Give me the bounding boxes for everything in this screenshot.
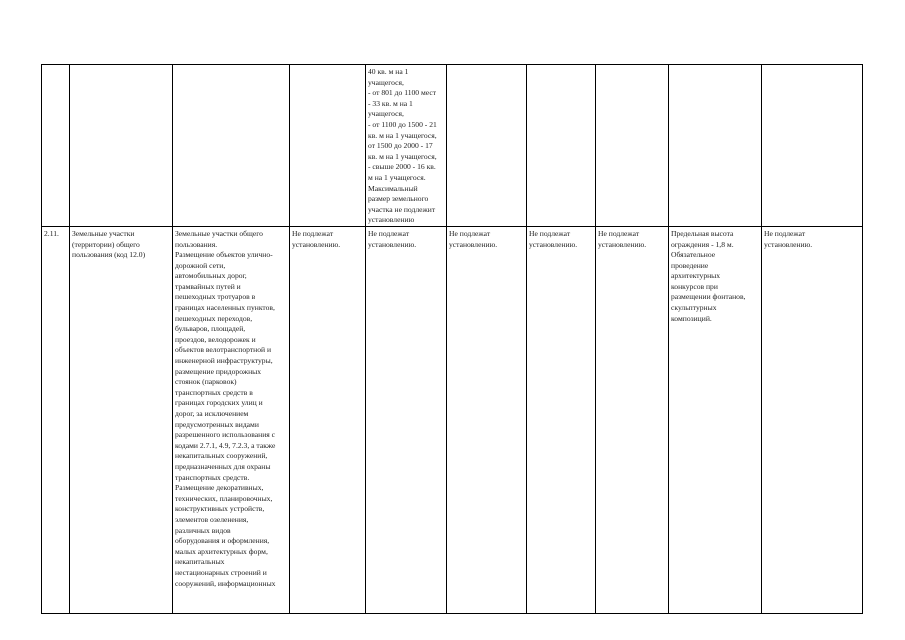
text-line: учащегося, [368,77,404,87]
cell-col6-value [447,226,527,613]
text-line: дорог, за исключением [175,409,249,418]
text-line: - от 1100 до 1500 - 21 [368,119,437,129]
text-line: границах населенных пунктов, [175,303,275,313]
table-row-continued [42,65,863,227]
text-line: стоянок (парковок) [175,377,237,387]
text-line: Не подлежат [368,228,410,238]
text-line: - от 801 до 1100 мест [368,88,437,98]
land-use-type-name [70,226,173,613]
text-line: Обязательное [671,250,716,260]
cell-name [70,65,173,227]
text-line: кодами 2.7.1, 4.9, 7.2.3, а также [175,440,276,450]
table-row-2-11 [42,226,863,613]
text-line: транспортных средств. [175,472,250,482]
text-line: участка не подлежит [368,204,436,214]
cell-number [42,65,70,227]
cell-col7 [527,65,596,227]
text-line: кв. м на 1 учащегося, [368,151,437,161]
cell-col10 [762,65,863,227]
text-line: скульптурных [671,303,717,313]
text-line: композиций. [671,313,712,323]
cell-col7-value [527,226,596,613]
text-line: Размещение объектов улично- [175,250,273,260]
text-line: - свыше 2000 - 16 кв. [368,162,436,172]
text-line: размер земельного [368,194,429,204]
cell-col6 [447,65,527,227]
text-line: проведение [671,260,709,270]
text-line: нестационарных строений и [175,567,267,577]
text-line: размещение придорожных [175,366,262,376]
text-line: различных видов [175,525,231,535]
cell-description [173,65,290,227]
text-line: учащегося, [368,109,404,119]
text-line: автомобильных дорог, [175,271,247,281]
text-line: объектов велотранспортной и [175,345,272,355]
text-line: пешеходных тротуаров в [175,292,256,302]
text-line: установлению. [764,239,813,249]
cell-col4 [290,65,366,227]
text-line: архитектурных [671,271,721,281]
cell-col9 [669,65,762,227]
row-number: 2.11. [42,226,70,613]
text-line: проездов, велодорожек и [175,334,256,344]
text-line: дорожной сети, [175,260,226,270]
text-line: (территории) общего [72,239,140,249]
text-line: ограждения - 1,8 м. [671,239,734,249]
text-line: сооружений, информационных [175,578,276,588]
cell-col10-value [762,226,863,613]
text-line: установлению [368,215,415,225]
text-line: от 1500 до 2000 - 17 [368,141,433,151]
text-line: кв. м на 1 учащегося, [368,130,437,140]
text-line: установлению. [598,239,647,249]
text-line: конструктивных устройств, [175,504,265,514]
text-line: Размещение декоративных, [175,483,264,493]
text-line: некапитальных [175,557,225,567]
cell-col5-value [366,226,447,613]
text-line: пользования (код 12.0) [72,250,146,260]
text-line: Максимальный [368,183,418,193]
land-use-regulations-table [41,64,863,614]
cell-col5 [366,65,447,227]
cell-col9-value [669,226,762,613]
text-line: технических, планировочных, [175,493,273,503]
text-line: некапитальных сооружений, [175,451,268,461]
text-line: Не подлежат [598,228,640,238]
text-line: Не подлежат [529,228,571,238]
text-line: оборудования и оформления, [175,536,270,546]
text-line: Предельная высота [671,228,734,238]
plot-size-text [368,67,444,226]
text-line: 40 кв. м на 1 [368,67,409,76]
text-line: Не подлежат [449,228,491,238]
text-line: малых архитектурных форм, [175,546,268,556]
text-line: пешеходных переходов, [175,313,253,323]
text-line: границах городских улиц и [175,398,263,408]
text-line: м на 1 учащегося. [368,172,426,182]
text-line: - 33 кв. м на 1 [368,98,413,108]
text-line: Не подлежат [292,228,334,238]
text-line: элементов озеленения, [175,514,249,524]
text-line: предназначенных для охраны [175,461,271,471]
text-line: Земельные участки общего [175,228,263,238]
text-line: Не подлежат [764,228,806,238]
text-line: транспортных средств в [175,387,253,397]
land-use-description [173,226,290,613]
text-line: установлению. [368,239,417,249]
text-line: инженерной инфраструктуры, [175,356,273,366]
text-line: пользования. [175,239,218,249]
text-line: предусмотренных видами [175,419,259,429]
cell-col4-value [290,226,366,613]
text-line: конкурсов при [671,281,718,291]
cell-col8-value [596,226,669,613]
text-line: размещении фонтанов, [671,292,746,302]
text-line: установлению. [529,239,578,249]
text-line: установлению. [292,239,341,249]
text-line: Земельные участки [72,228,135,238]
text-line: бульваров, площадей, [175,324,246,334]
text-line: установлению. [449,239,498,249]
cell-col8 [596,65,669,227]
text-line: разрешенного использования с [175,430,276,440]
text-line: трамвайных путей и [175,281,241,291]
